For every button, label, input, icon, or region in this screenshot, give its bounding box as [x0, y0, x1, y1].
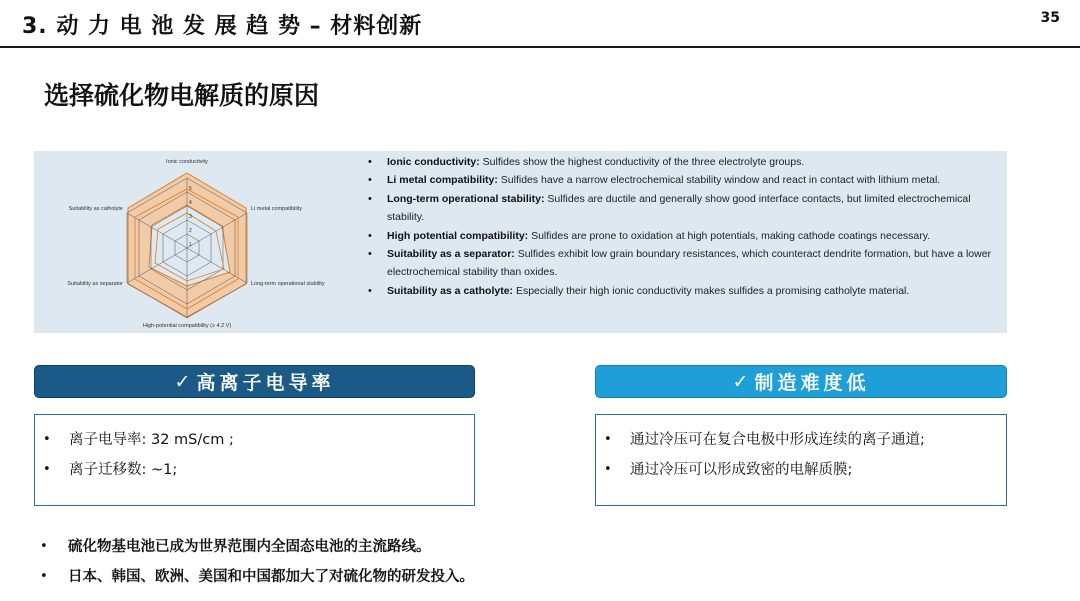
list-item: • 通过冷压可在复合电极中形成连续的离子通道;: [604, 425, 1006, 455]
bullet-text: Sulfides are ductile and generally show good interface contacts, but limited electrochemical stability.: [387, 192, 971, 224]
radar-scale-5: 5: [189, 186, 192, 192]
radar-label-upper-left: Suitability as catholyte: [68, 206, 123, 212]
radar-label-upper-right: Li metal compatibility: [251, 206, 303, 212]
page-number: 35: [1040, 10, 1060, 26]
bullet-term: Long-term operational stability:: [387, 192, 545, 205]
bullet-term: Suitability as a catholyte:: [387, 284, 514, 297]
figure-bullet: [368, 227, 1004, 245]
bullet-term: High potential compatibility:: [387, 229, 529, 242]
radar-chart: [34, 151, 364, 333]
list-item: • 通过冷压可以形成致密的电解质膜;: [604, 455, 1006, 485]
bullet-text: Sulfides have a narrow electrochemical stability window and react in contact with lithium metal.: [497, 174, 941, 187]
radar-scale-1: 1: [189, 242, 192, 248]
bullet-text: Sulfides exhibit low grain boundary resistances, which counteract dendrite formation, but have a lower electrochemical stability than oxides.: [387, 248, 992, 279]
bullet-term: Ionic conductivity:: [387, 156, 480, 168]
figure-bullet: [368, 153, 1004, 171]
radar-scale-3: 3: [189, 214, 192, 220]
figure-panel: [34, 151, 1007, 333]
section-title: 3. 动 力 电 池 发 展 趋 势 – 材料创新: [22, 14, 423, 39]
figure-bullet: [368, 245, 1004, 282]
radar-label-lower-left: Suitability as separator: [67, 281, 123, 287]
radar-label-bottom: High-potential compatibility (≥ 4.2 V): [142, 323, 232, 329]
low-difficulty-box: [595, 414, 1007, 506]
bullet-text: Especially their high ionic conductivity makes sulfides a promising catholyte material.: [513, 284, 910, 297]
high-conductivity-title: 高离子电导率: [196, 372, 335, 394]
low-difficulty-header: [595, 365, 1007, 398]
header-divider: [0, 46, 1080, 48]
checkmark-icon: ✓: [174, 370, 191, 393]
bullet-term: Li metal compatibility:: [387, 174, 498, 187]
conclusion-item: • 日本、韩国、欧洲、美国和中国都加大了对硫化物的研发投入。: [40, 562, 474, 592]
bullet-term: Suitability as a separator:: [387, 248, 515, 261]
figure-bullet: [368, 190, 1004, 227]
conclusion-item: • 硫化物基电池已成为世界范围内全固态电池的主流路线。: [40, 532, 474, 562]
high-conductivity-header: [34, 365, 475, 398]
conclusion-list: [40, 532, 474, 592]
checkmark-icon: ✓: [732, 370, 749, 393]
high-conductivity-box: [34, 414, 475, 506]
figure-bullet: [368, 171, 1004, 189]
bullet-text: Sulfides are prone to oxidation at high potentials, making cathode coatings necessary.: [528, 229, 931, 242]
list-item: • 离子电导率: 32 mS/cm ;: [43, 425, 474, 455]
list-item: • 离子迁移数: ~1;: [43, 455, 474, 485]
low-difficulty-title: 制造难度低: [754, 372, 870, 394]
radar-scale-2: 2: [189, 228, 192, 234]
radar-scale-4: 4: [189, 200, 192, 206]
radar-label-lower-right: Long-term operational stability: [251, 281, 325, 287]
figure-bullet-list: [368, 153, 1004, 300]
figure-bullet: [368, 282, 1004, 300]
bullet-text: Sulfides show the highest conductivity of the three electrolyte groups.: [479, 156, 805, 168]
slide-title: 选择硫化物电解质的原因: [44, 81, 320, 110]
radar-label-top: Ionic conductivity: [166, 159, 208, 165]
